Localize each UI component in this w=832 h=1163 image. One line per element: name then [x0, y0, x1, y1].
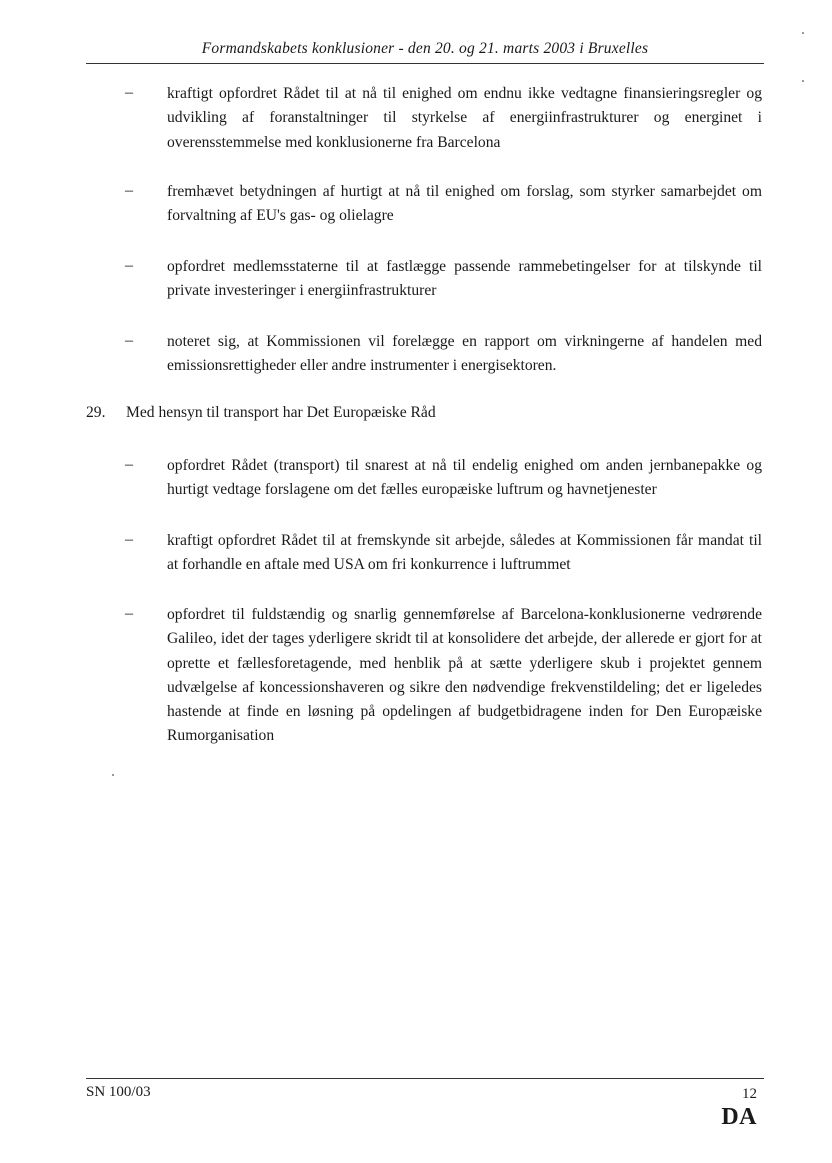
scan-speck — [802, 32, 804, 34]
document-reference: SN 100/03 — [86, 1084, 151, 1100]
list-item-text: opfordret til fuldstændig og snarlig gennemførelse af Barcelona-konklusionerne vedrørende Galileo, idet der tages yderligere skridt til at konsolidere det arbejde, der allerede er gjort for at oprette et fællesforetagende, med henblik på at sætte yderligere skub i projektet gennem udvælgelse af koncessionshaveren og sikre den nødvendige frekvenstildeling; det er ligeledes hastende at finde en løsning på opdelingen af budgetbidragene inden for Den Europæiske Rumorganisation — [167, 606, 762, 745]
list-item-text: kraftigt opfordret Rådet til at fremskynde sit arbejde, således at Kommissionen får mandat til at forhandle en aftale med USA om fri konkurrence i luftrummet — [167, 532, 762, 574]
bullet-dash: – — [125, 456, 133, 473]
list-item-text: noteret sig, at Kommissionen vil forelægge en rapport om virkningerne af handelen med emissionsrettigheder eller andre instrumenter i energisektoren. — [167, 333, 762, 375]
bullet-dash: – — [125, 257, 133, 274]
list-item-text: opfordret Rådet (transport) til snarest at nå til endelig enighed om anden jernbanepakke og hurtigt vedtage forslagene om det fælles europæiske luftrum og havnetjenester — [167, 457, 762, 499]
scan-speck — [802, 80, 804, 82]
list-item-text: fremhævet betydningen af hurtigt at nå til enighed om forslag, som styrker samarbejdet om forvaltning af EU's gas- og olielagre — [167, 183, 762, 225]
bullet-dash: – — [125, 531, 133, 548]
bullet-dash: – — [125, 332, 133, 349]
paragraph-number: 29. — [86, 404, 106, 421]
running-header: Formandskabets konklusioner - den 20. og 21. marts 2003 i Bruxelles — [201, 40, 649, 57]
scan-speck — [112, 774, 114, 776]
list-item-text: kraftigt opfordret Rådet til at nå til enighed om endnu ikke vedtagne finansieringsregler og udvikling af foranstaltninger til styrkelse af energiinfrastrukturer og energinet i overensstemmelse med konklusionerne fra Barcelona — [167, 85, 762, 151]
header-rule — [86, 63, 764, 64]
list-item-text: opfordret medlemsstaterne til at fastlægge passende rammebetingelser for at tilskynde til private investeringer i energiinfrastrukturer — [167, 258, 762, 300]
bullet-dash: – — [125, 182, 133, 199]
page-number: 12 — [742, 1086, 757, 1102]
language-code: DA — [721, 1104, 757, 1130]
paragraph-heading: Med hensyn til transport har Det Europæiske Råd — [126, 404, 436, 421]
footer-rule — [86, 1078, 764, 1079]
bullet-dash: – — [125, 605, 133, 622]
bullet-dash: – — [125, 84, 133, 101]
